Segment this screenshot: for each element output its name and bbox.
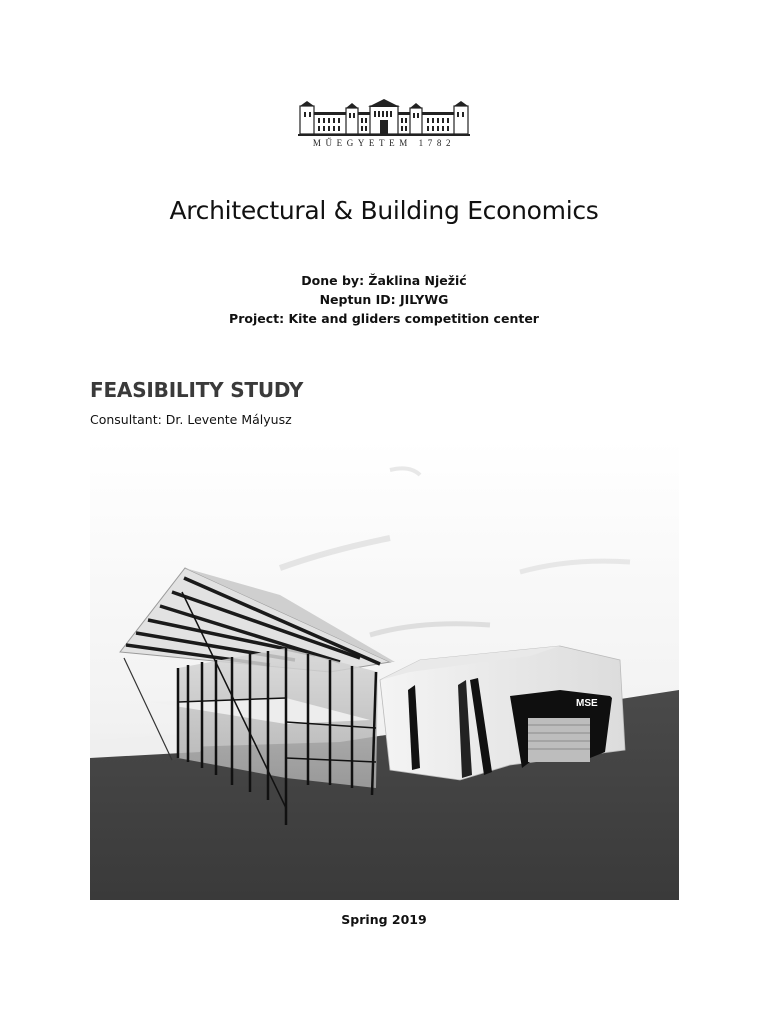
consultant-line: Consultant: Dr. Levente Mályusz xyxy=(90,412,292,427)
neptun-id-line: Neptun ID: JILYWG xyxy=(319,292,449,307)
university-building-logo xyxy=(296,98,472,138)
project-line: Project: Kite and gliders competition center xyxy=(229,311,539,326)
logo-caption: MŰEGYETEM 1782 xyxy=(312,138,456,148)
date-footer: Spring 2019 xyxy=(341,912,427,927)
building-sign-text: MSE xyxy=(576,698,598,709)
author-line: Done by: Žaklina Nježić xyxy=(301,273,467,288)
university-logo xyxy=(296,98,472,152)
section-heading: FEASIBILITY STUDY xyxy=(90,378,304,402)
document-title: Architectural & Building Economics xyxy=(169,196,599,225)
building-render-image xyxy=(90,440,679,900)
